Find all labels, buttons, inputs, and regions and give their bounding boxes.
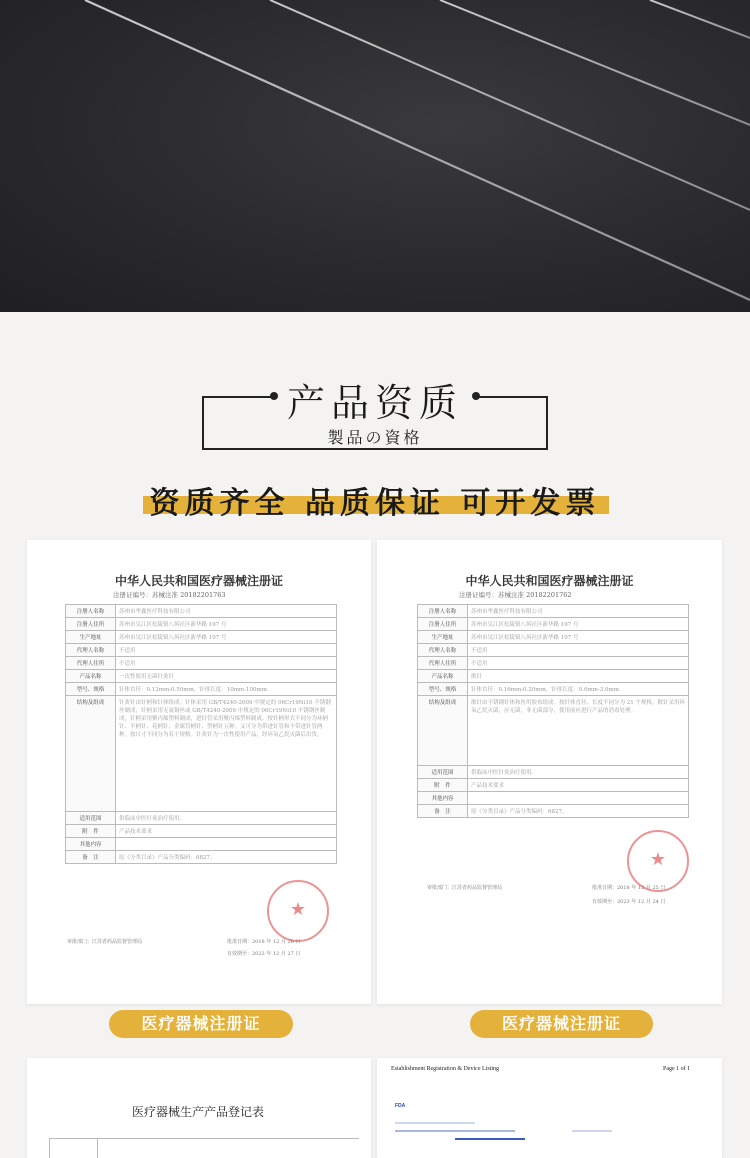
- row-key: 备 注: [418, 805, 468, 818]
- row-key: 适用范围: [66, 812, 116, 825]
- table-row: [418, 792, 689, 805]
- section-title: 产品资质: [286, 381, 463, 425]
- row-key: 注册人住所: [66, 618, 116, 631]
- issuer-text: 审批部门：江苏省药品监督管理局: [67, 939, 143, 945]
- row-key: 产品名称: [66, 670, 116, 683]
- certificate-number: 注册证编号：苏械注准 20182201762: [459, 591, 572, 599]
- certificate-number: 注册证编号：苏械注准 20182201763: [113, 591, 226, 599]
- table-row: [418, 779, 689, 792]
- row-key: 其他内容: [66, 838, 116, 851]
- table-row: [418, 766, 689, 779]
- table-row: [66, 631, 337, 644]
- table-row: [66, 825, 337, 838]
- table-row: [66, 644, 337, 657]
- table-row: [66, 657, 337, 670]
- table-row: [418, 805, 689, 818]
- row-value: 供临床中医针灸治疗使用。: [116, 812, 337, 825]
- table-row: [418, 644, 689, 657]
- table-row: [418, 657, 689, 670]
- approval-date: 批准日期：2018 年 12 月 28 日: [227, 939, 301, 945]
- row-value: 原《分类目录》产品分类编码：6827。: [116, 851, 337, 864]
- slogan-text: 资质齐全 品质保证 可开发票: [149, 486, 601, 521]
- row-value: 产品技术要求: [116, 825, 337, 838]
- certificate-label-pill: 医疗器械注册证: [470, 1010, 653, 1038]
- page-number: Page 1 of 1: [663, 1066, 691, 1072]
- row-value: 产品技术要求: [468, 779, 689, 792]
- row-value: 不适用: [116, 657, 337, 670]
- row-value: 揿针: [468, 670, 689, 683]
- row-key: 型号、规格: [418, 683, 468, 696]
- row-value: [116, 838, 337, 851]
- row-value: [468, 792, 689, 805]
- table-row: [66, 838, 337, 851]
- blurred-line: [572, 1130, 612, 1132]
- fda-logo: FDA: [395, 1103, 406, 1109]
- row-value: 针体直径：0.16mm-0.20mm，针体长度：0.6mm-3.0mm: [468, 683, 689, 696]
- row-value: 揿针由不锈钢针体和医用胶布组成。按针体直径、长度不同分为 21 个规格。揿针采用环氧乙烷灭菌，应无菌，非无菌部分，使用前应进行产品的消毒处理。: [468, 696, 689, 766]
- blurred-line: [455, 1138, 525, 1140]
- registration-form-title: 医疗器械生产产品登记表: [132, 1105, 265, 1119]
- row-key: 适用范围: [418, 766, 468, 779]
- table-row: [66, 812, 337, 825]
- row-key: 注册人住所: [418, 618, 468, 631]
- certificate-card[interactable]: [377, 540, 722, 1004]
- table-row: [66, 683, 337, 696]
- row-value: 一次性使用无菌针灸针: [116, 670, 337, 683]
- row-key: 代理人住所: [66, 657, 116, 670]
- table-row: [66, 696, 337, 812]
- red-stamp: [267, 880, 329, 942]
- certificate-table: [65, 604, 337, 864]
- approval-date: 批准日期：2018 年 12 月 25 日: [592, 885, 666, 891]
- row-key: 代理人住所: [418, 657, 468, 670]
- table-row: [418, 696, 689, 766]
- table-row: [418, 670, 689, 683]
- table-row: [66, 605, 337, 618]
- row-value: 苏州市吴江区松陵镇八坼社区新华路 197 号: [116, 618, 337, 631]
- row-key: 注册人名称: [66, 605, 116, 618]
- row-value: 不适用: [468, 644, 689, 657]
- row-value: 针灸针由针柄和针体组成。针体采用 GB/T4240-2009 中规定的 06Cr19Ni10 不锈钢丝制成，针柄采用无氧铜丝或 GB/T4240-2009 中规定的 06Cr19Ni10 不锈钢丝制成，针柄采用聚丙烯塑料制成，进针管采用聚丙烯塑料制成。按针柄形式不同分为环柄针、平柄针、花柄针、金属管柄针、塑柄针五种。又可分为带进针管和不带进针管两种。按尺寸不同分为若干规格。针灸针为一次性使用产品，经环氧乙烷灭菌后出货。: [116, 696, 337, 812]
- table-line: [97, 1138, 98, 1158]
- row-value: 苏州市吴江区松陵镇八坼社区新华路 197 号: [116, 631, 337, 644]
- row-key: 备 注: [66, 851, 116, 864]
- certificate-title: 中华人民共和国医疗器械注册证: [465, 574, 634, 588]
- fda-listing-card[interactable]: [377, 1058, 722, 1158]
- row-value: 针体直径：0.12mm-0.50mm，针体长度：10mm-100mm: [116, 683, 337, 696]
- certificate-table: [417, 604, 689, 818]
- row-key: 代理人名称: [418, 644, 468, 657]
- table-row: [66, 851, 337, 864]
- row-value: 苏州市华鑫医疗科技有限公司: [116, 605, 337, 618]
- certificate-card[interactable]: [27, 540, 371, 1004]
- row-value: 苏州市吴江区松陵镇八坼社区新华路 197 号: [468, 631, 689, 644]
- table-row: [66, 670, 337, 683]
- row-key: 型号、规格: [66, 683, 116, 696]
- row-key: 生产地址: [66, 631, 116, 644]
- row-value: 供临床中医针灸治疗使用。: [468, 766, 689, 779]
- table-line: [49, 1138, 359, 1139]
- row-value: 不适用: [116, 644, 337, 657]
- table-line: [49, 1138, 50, 1158]
- hero-image: [0, 0, 750, 312]
- row-value: 不适用: [468, 657, 689, 670]
- blurred-line: [395, 1130, 515, 1132]
- needles-graphic: [0, 0, 750, 312]
- registration-form-card[interactable]: [27, 1058, 371, 1158]
- certificate-label-pill: 医疗器械注册证: [109, 1010, 293, 1038]
- table-row: [418, 618, 689, 631]
- certificate-title: 中华人民共和国医疗器械注册证: [114, 574, 283, 588]
- row-key: 附 件: [66, 825, 116, 838]
- issuer-text: 审批部门：江苏省药品监督管理局: [427, 885, 503, 891]
- row-value: 原《分类目录》产品分类编码：6827。: [468, 805, 689, 818]
- section-subtitle: 製品の資格: [327, 428, 423, 447]
- row-key: 代理人名称: [66, 644, 116, 657]
- expiry-date: 有效期至：2023 年 12 月 24 日: [592, 899, 666, 905]
- table-row: [418, 605, 689, 618]
- red-stamp: [627, 830, 689, 892]
- table-row: [418, 631, 689, 644]
- row-key: 结构及组成: [66, 696, 116, 812]
- row-value: 苏州市吴江区松陵镇八坼社区新华路 197 号: [468, 618, 689, 631]
- row-key: 结构及组成: [418, 696, 468, 766]
- blurred-line: [395, 1122, 475, 1124]
- row-key: 其他内容: [418, 792, 468, 805]
- row-key: 产品名称: [418, 670, 468, 683]
- expiry-date: 有效期至：2023 年 12 月 27 日: [227, 951, 301, 957]
- table-row: [418, 683, 689, 696]
- table-row: [66, 618, 337, 631]
- row-key: 注册人名称: [418, 605, 468, 618]
- row-key: 附 件: [418, 779, 468, 792]
- row-key: 生产地址: [418, 631, 468, 644]
- listing-header: Establishment Registration & Device Listing: [391, 1066, 499, 1072]
- row-value: 苏州市华鑫医疗科技有限公司: [468, 605, 689, 618]
